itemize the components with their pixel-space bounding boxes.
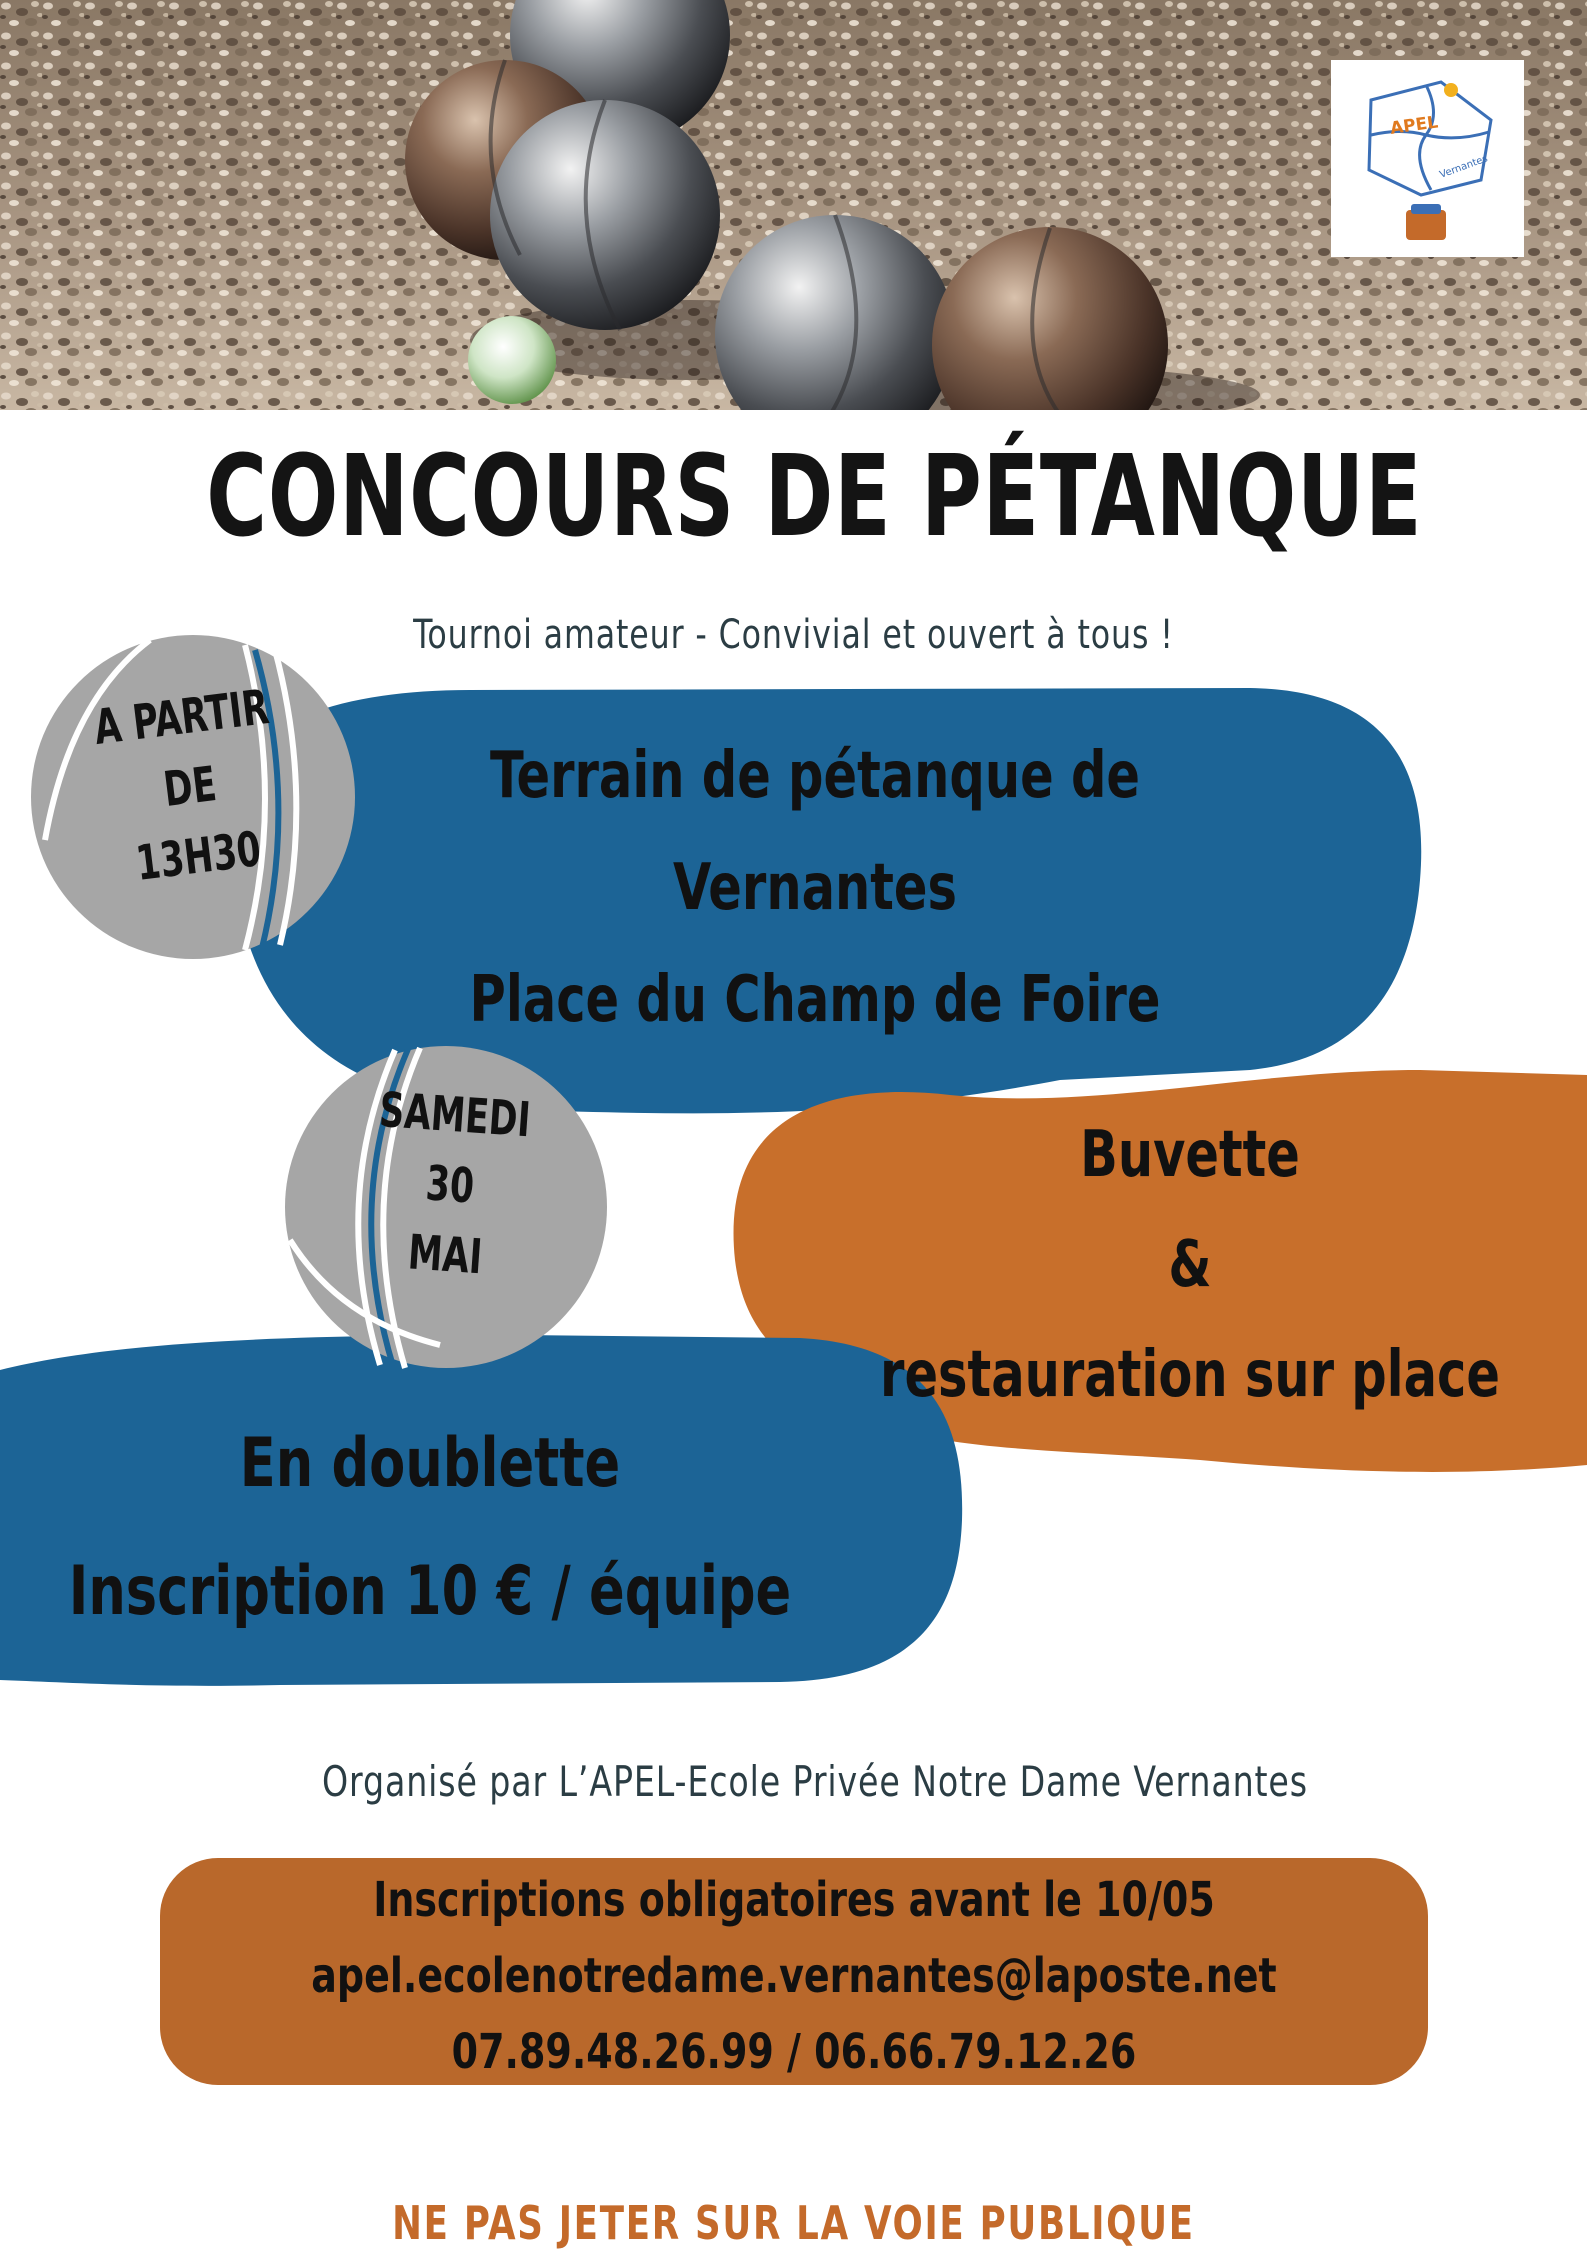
registration-deadline: Inscriptions obligatoires avant le 10/05 [373,1872,1215,1928]
buvette-line-2: & [1168,1228,1212,1302]
page-title: CONCOURS DE PÉTANQUE [206,432,1423,562]
format-text [60,1400,800,1656]
location-text [372,720,1258,1056]
location-line-1: Terrain de pétanque de [490,739,1140,813]
date-line-1: SAMEDI [377,1081,533,1149]
time-line-2: DE [160,756,220,818]
subtitle: Tournoi amateur - Convivial et ouvert à tous ! [413,612,1174,658]
date-line-3: MAI [406,1224,484,1286]
svg-text:APEL: APEL [1388,112,1440,139]
format-line-1: En doublette [239,1424,621,1503]
buvette-text [837,1100,1542,1430]
registration-email: apel.ecolenotredame.vernantes@laposte.net [311,1948,1277,2004]
time-line-1: A PARTIR [91,679,272,756]
date-line-2: 30 [424,1155,476,1215]
registration-phones: 07.89.48.26.99 / 06.66.79.12.26 [451,2024,1137,2080]
organiser-text: Organisé par L’APEL-Ecole Privée Notre Dame Vernantes [322,1757,1308,1806]
time-line-3: 13H30 [133,821,265,892]
time-ball-text [58,668,322,906]
svg-text:Vernantes: Vernantes [1438,153,1490,181]
footer-notice: NE PAS JETER SUR LA VOIE PUBLIQUE [392,2196,1195,2250]
date-ball-text [323,1072,577,1298]
location-line-2: Vernantes [672,851,958,925]
buvette-line-3: restauration sur place [880,1338,1500,1412]
buvette-line-1: Buvette [1080,1118,1300,1192]
registration-text [236,1862,1352,2090]
format-line-2: Inscription 10 € / équipe [68,1552,792,1631]
location-line-3: Place du Champ de Foire [469,963,1161,1037]
